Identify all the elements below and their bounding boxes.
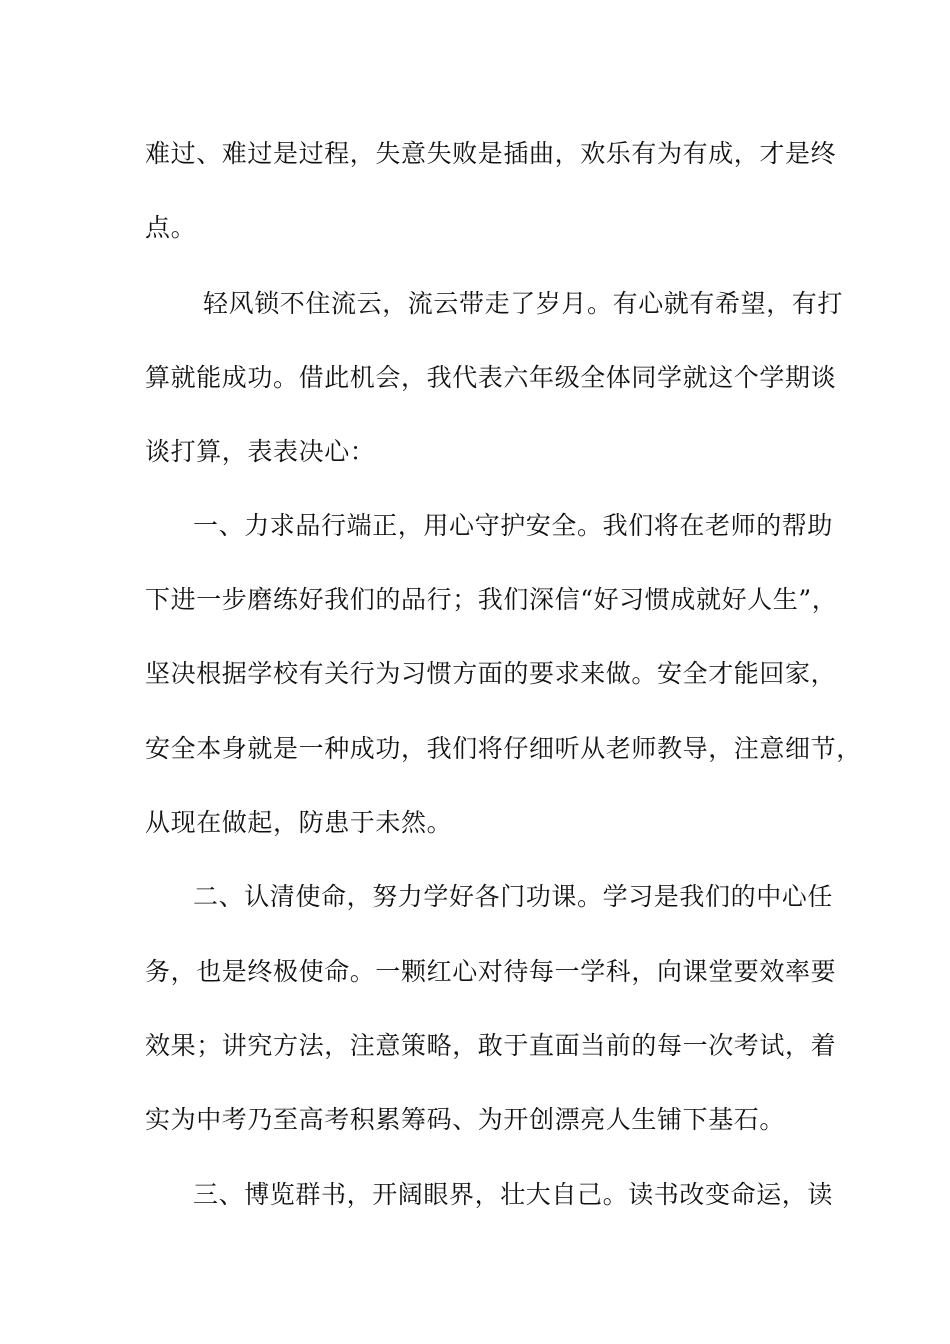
text-line: 坚决根据学校有关行为习惯方面的要求来做。安全才能回家， <box>145 659 837 688</box>
text-line: 安全本身就是一种成功，我们将仔细听从老师教导，注意细节， <box>145 734 862 763</box>
text-line: 下进一步磨练好我们的品行；我们深信“好习惯成就好人生”， <box>145 585 838 614</box>
paragraph-start-line: 轻风锁不住流云，流云带走了岁月。有心就有希望，有打 <box>203 289 844 318</box>
paragraph-start-line: 一、力求品行端正，用心守护安全。我们将在老师的帮助 <box>193 511 834 540</box>
paragraph-start-line: 二、认清使命，努力学好各门功课。学习是我们的中心任 <box>193 882 834 911</box>
text-line: 实为中考乃至高考积累筹码、为开创漂亮人生铺下基石。 <box>145 1105 786 1134</box>
text-line: 点。 <box>145 213 197 242</box>
text-line: 难过、难过是过程，失意失败是插曲，欢乐有为有成，才是终 <box>145 139 837 168</box>
text-line: 算就能成功。借此机会，我代表六年级全体同学就这个学期谈 <box>145 363 837 392</box>
text-line: 效果；讲究方法，注意策略，敢于直面当前的每一次考试，着 <box>145 1031 837 1060</box>
text-line: 谈打算，表表决心： <box>145 437 376 466</box>
paragraph-start-line: 三、博览群书，开阔眼界，壮大自己。读书改变命运，读 <box>193 1180 834 1209</box>
text-line: 从现在做起，防患于未然。 <box>145 808 453 837</box>
text-line: 务，也是终极使命。一颗红心对待每一学科，向课堂要效率要 <box>145 957 837 986</box>
